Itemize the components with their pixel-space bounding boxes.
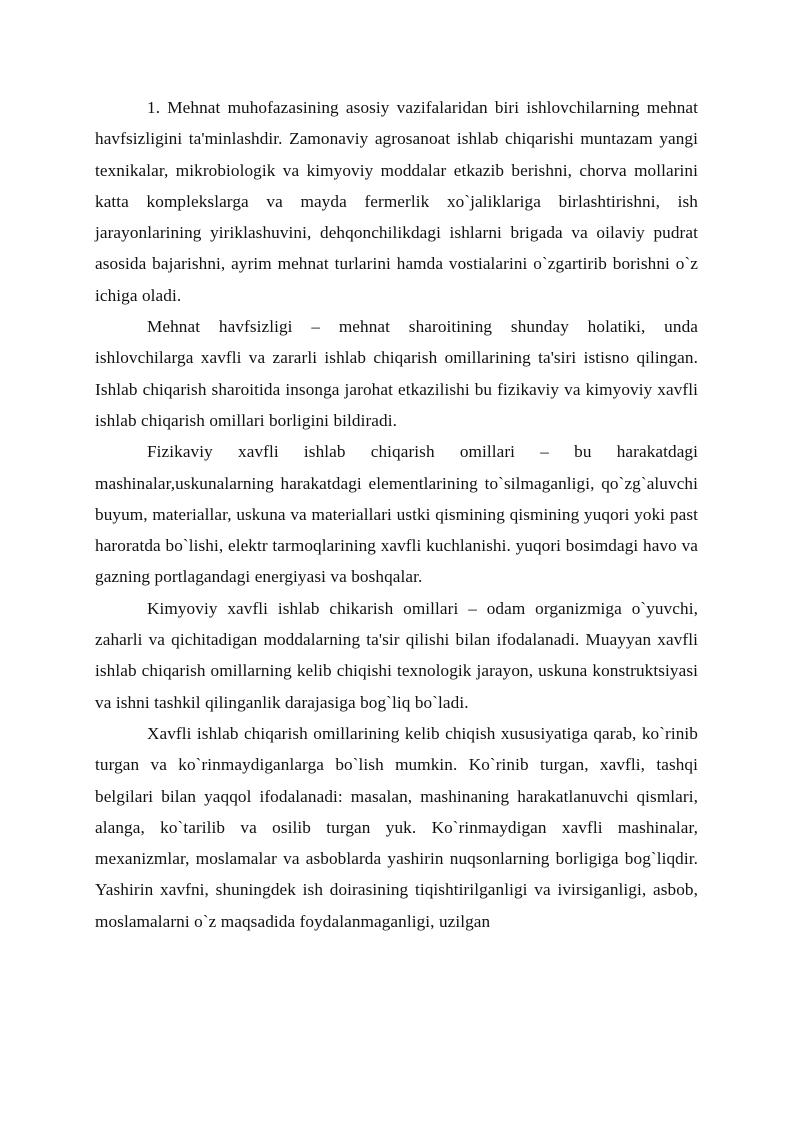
paragraph-3: Fizikaviy xavfli ishlab chiqarish omillari – bu harakatdagi mashinalar,uskunalarning harakatdagi elementlarining to`silmaganligi, qo`zg`aluvchi buyum, materiallar, uskuna va materiallari ustki qismining qismining yuqori yoki past haroratda bo`lishi, elektr tarmoqlarining xavfli kuchlanishi. yuqori bosimdagi havo va gazning portlagandagi energiyasi va boshqalar. xyxy=(95,442,698,587)
paragraph-5: Xavfli ishlab chiqarish omillarining kelib chiqish xususiyatiga qarab, ko`rinib turgan va ko`rinmaydiganlarga bo`lish mumkin. Ko`rinib turgan, xavfli, tashqi belgilari bilan yaqqol ifodalanadi: masalan, mashinaning harakatlanuvchi qismlari, alanga, ko`tarilib va osilib turgan yuk. Ko`rinmaydigan xavfli mashinalar, mexanizmlar, moslamalar va asboblarda yashirin nuqsonlarning borligiga bog`liqdir. Yashirin xavfni, shuningdek ish doirasining tiqishtirilganligi va ivirsiganligi, asbob, moslamalarni o`z maqsadida foydalanmaganligi, uzilgan xyxy=(95,723,698,931)
paragraph-2: Mehnat havfsizligi – mehnat sharoitining shunday holatiki, unda ishlovchilarga xavfli va zararli ishlab chiqarish omillarining ta'siri istisno qilingan. Ishlab chiqarish sharoitida insonga jarohat etkazilishi bu fizikaviy va kimyoviy xavfli ishlab chiqarish omillari borligini bildiradi. xyxy=(95,317,698,430)
paragraph-4: Kimyoviy xavfli ishlab chikarish omillari – odam organizmiga o`yuvchi, zaharli va qichitadigan moddalarning ta'sir qilishi bilan ifodalanadi. Muayyan xavfli ishlab chiqarish omillarning kelib chiqishi texnologik jarayon, uskuna konstruktsiyasi va ishni tashkil qilinganlik darajasiga bog`liq bo`ladi. xyxy=(95,598,698,712)
paragraph-1: 1. Mehnat muhofazasining asosiy vazifalaridan biri ishlovchilarning mehnat havfsizligini ta'minlashdir. Zamonaviy agrosanoat ishlab chiqarishi muntazam yangi texnikalar, mikrobiologik va kimyoviy moddalar etkazib berishni, chorva mollarini katta komplekslarga va mayda fermerlik xo`jaliklariga birlashtirishni, ish jarayonlarining yiriklashuvini, dehqonchilikdagi ishlarni brigada va oilaviy pudrat asosida bajarishni, ayrim mehnat turlarini hamda vostialarini o`zgartirib borishni o`z ichiga oladi. xyxy=(95,98,698,305)
body-text xyxy=(95,92,698,937)
